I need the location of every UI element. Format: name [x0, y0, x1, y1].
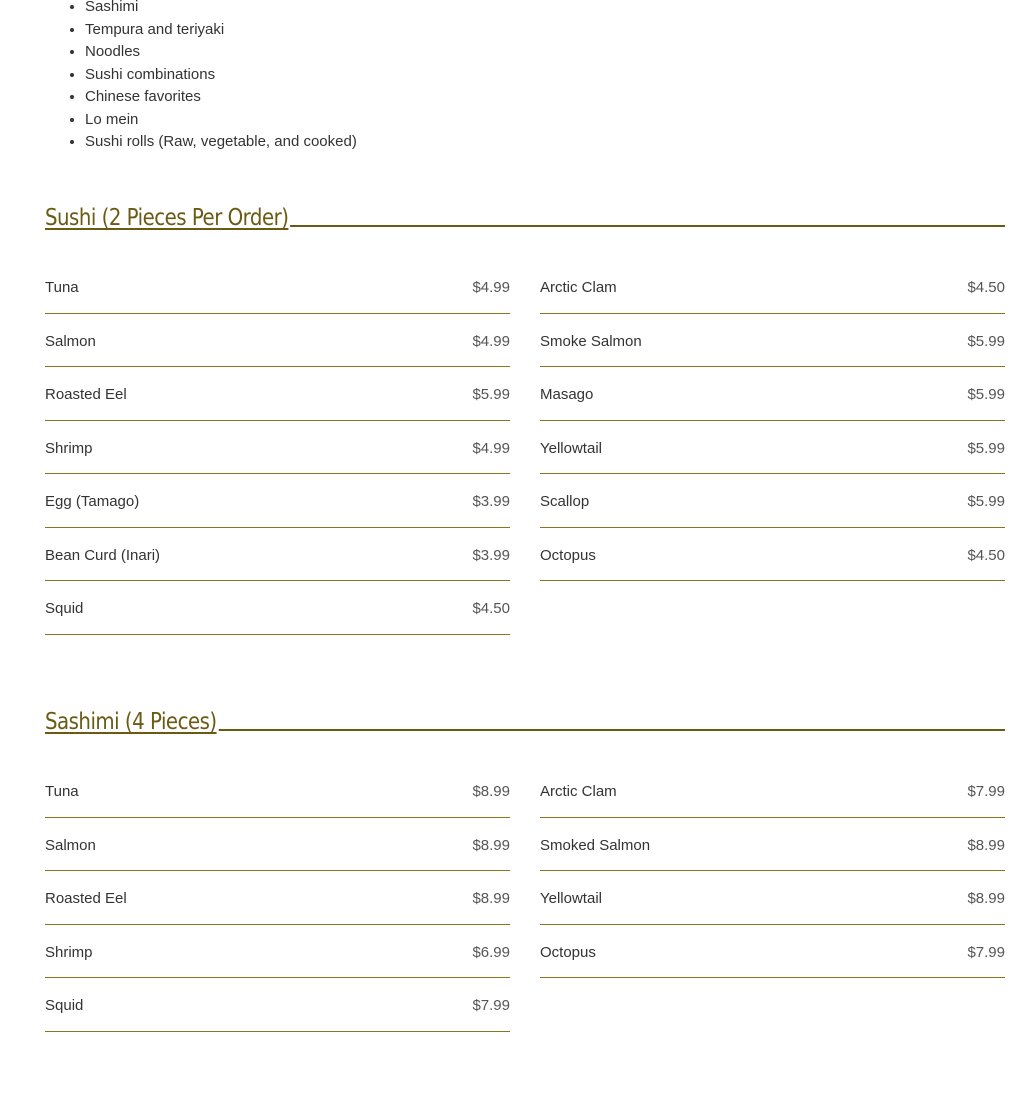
item-name: Smoke Salmon: [540, 332, 642, 350]
item-name: Bean Curd (Inari): [45, 546, 161, 564]
item-name: Salmon: [45, 332, 96, 350]
item-price: $4.99: [472, 279, 510, 296]
sashimi-section: [45, 693, 1005, 1014]
item-price: $8.99: [472, 783, 510, 800]
item-price: $5.99: [967, 386, 1005, 403]
item-name: Yellowtail: [540, 439, 602, 457]
item-price: $5.99: [472, 386, 510, 403]
item-name: Arctic Clam: [540, 279, 617, 296]
sushi-section-header: [45, 189, 1005, 231]
menu-item: [540, 260, 1005, 314]
item-price: $4.50: [472, 600, 510, 617]
item-name: Roasted Eel: [45, 890, 127, 907]
item-price: $5.99: [967, 439, 1005, 457]
sashimi-section-title: Sashimi (4 Pieces): [45, 709, 217, 735]
menu-item: [540, 925, 1005, 979]
sushi-right-column: [540, 260, 1005, 581]
item-price: $8.99: [472, 836, 510, 854]
item-name: Shrimp: [45, 943, 93, 961]
category-item: • Sushi rolls (Raw, vegetable, and cooked): [85, 131, 357, 154]
category-item: • Chinese favorites: [85, 86, 357, 109]
item-name: Tuna: [45, 279, 79, 296]
category-item: • Lo mein: [85, 109, 357, 132]
menu-item: [45, 528, 510, 582]
menu-item: [45, 978, 510, 1032]
item-price: $7.99: [967, 783, 1005, 800]
item-price: $3.99: [472, 546, 510, 564]
item-price: $5.99: [967, 493, 1005, 510]
category-item: • Noodles: [85, 41, 357, 64]
menu-item: [540, 421, 1005, 475]
menu-item: [45, 925, 510, 979]
menu-item: [45, 871, 510, 925]
sushi-section: [45, 189, 1005, 617]
item-name: Yellowtail: [540, 890, 602, 907]
item-name: Roasted Eel: [45, 386, 127, 403]
sashimi-section-header: [45, 693, 1005, 735]
menu-item: [540, 818, 1005, 872]
menu-item: [45, 474, 510, 528]
item-price: $8.99: [967, 836, 1005, 854]
item-price: $8.99: [967, 890, 1005, 907]
item-name: Arctic Clam: [540, 783, 617, 800]
item-price: $4.99: [472, 439, 510, 457]
item-name: Salmon: [45, 836, 96, 854]
item-price: $5.99: [967, 332, 1005, 350]
menu-item: [45, 581, 510, 635]
item-name: Squid: [45, 997, 84, 1014]
item-price: $6.99: [472, 943, 510, 961]
menu-item: [45, 818, 510, 872]
item-price: $7.99: [472, 997, 510, 1014]
menu-item: [540, 871, 1005, 925]
item-name: Tuna: [45, 783, 79, 800]
menu-item: [45, 260, 510, 314]
item-name: Squid: [45, 600, 84, 617]
item-name: Shrimp: [45, 439, 93, 457]
item-price: $3.99: [472, 493, 510, 510]
menu-item: [540, 764, 1005, 818]
menu-item: [45, 314, 510, 368]
item-price: $4.50: [967, 546, 1005, 564]
menu-item: [540, 474, 1005, 528]
category-list: [45, 0, 357, 154]
menu-item: [540, 528, 1005, 582]
item-name: Smoked Salmon: [540, 836, 651, 854]
sushi-section-title: Sushi (2 Pieces Per Order): [45, 205, 289, 231]
category-item: • Tempura and teriyaki: [85, 19, 357, 42]
item-name: Octopus: [540, 943, 596, 961]
item-name: Egg (Tamago): [45, 493, 140, 510]
item-name: Octopus: [540, 546, 596, 564]
menu-item: [540, 367, 1005, 421]
category-item: • Sushi combinations: [85, 64, 357, 87]
menu-item: [45, 367, 510, 421]
item-price: $4.50: [967, 279, 1005, 296]
sushi-left-column: [45, 260, 510, 635]
item-price: $7.99: [967, 943, 1005, 961]
menu-item: [540, 314, 1005, 368]
category-item: • Sashimi: [85, 0, 357, 19]
sashimi-right-column: [540, 764, 1005, 978]
item-name: Scallop: [540, 493, 590, 510]
item-price: $4.99: [472, 332, 510, 350]
menu-item: [45, 764, 510, 818]
sashimi-left-column: [45, 764, 510, 1032]
item-price: $8.99: [472, 890, 510, 907]
menu-item: [45, 421, 510, 475]
item-name: Masago: [540, 386, 594, 403]
